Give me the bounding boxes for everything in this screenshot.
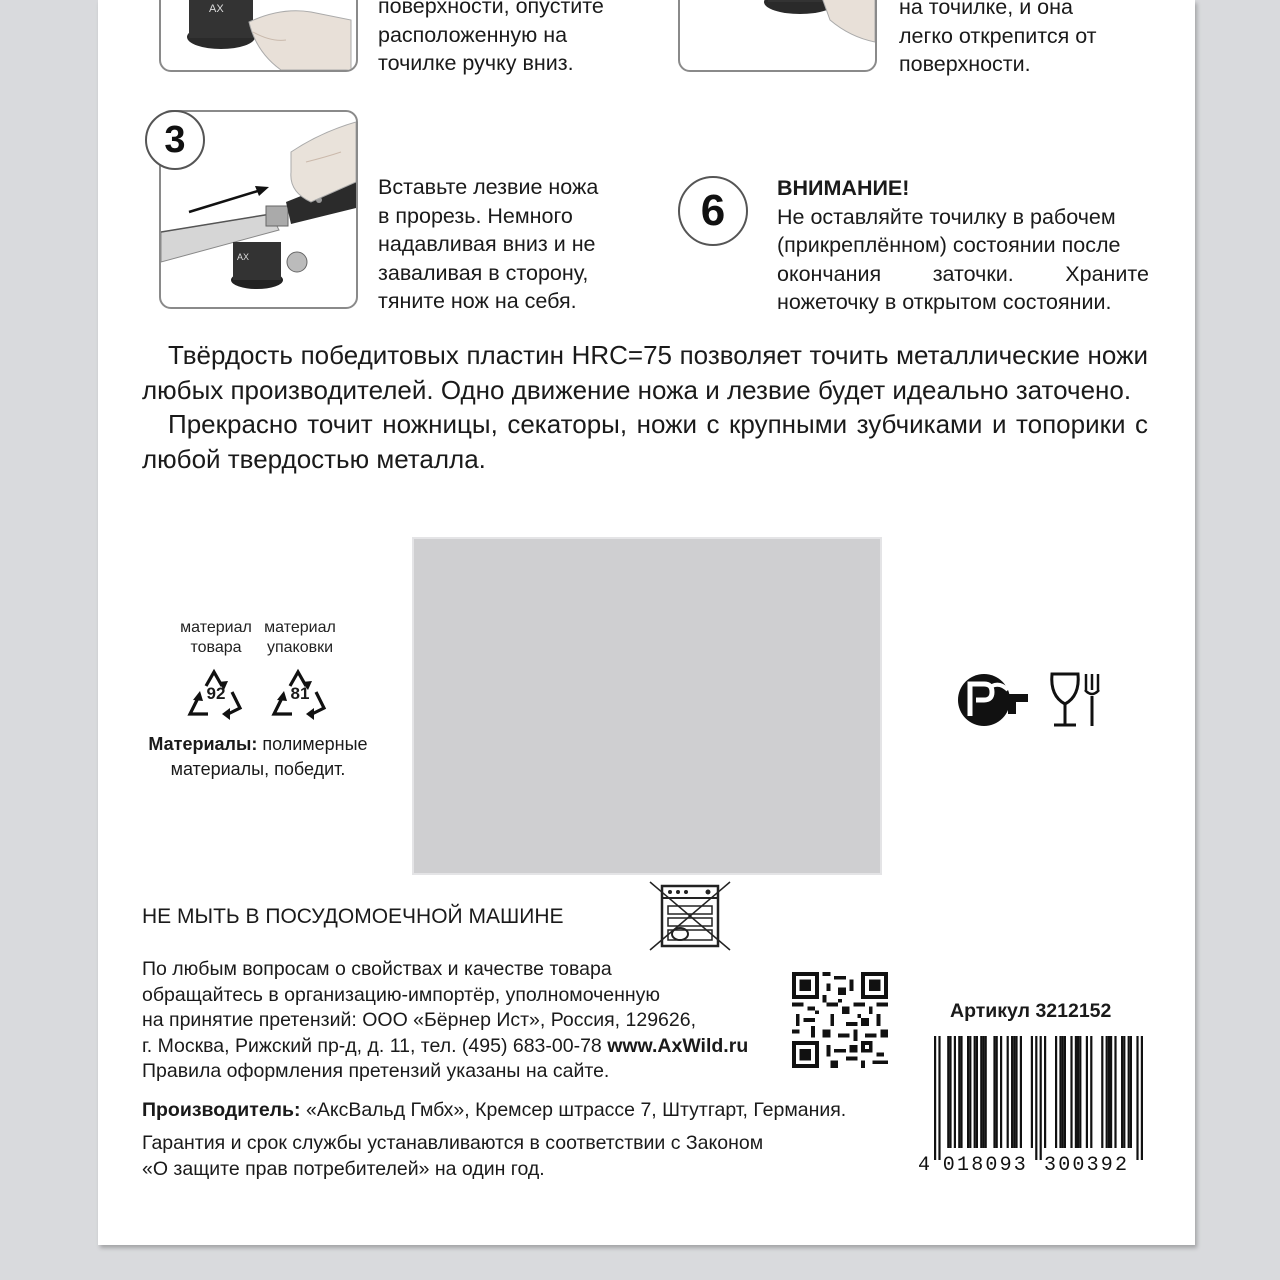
barcode-bar	[967, 1036, 969, 1148]
sharpener-photo	[161, 0, 356, 70]
barcode-bar	[1106, 1036, 1108, 1148]
barcode-bar	[960, 1036, 962, 1148]
website-link[interactable]: www.AxWild.ru	[607, 1034, 749, 1057]
barcode-bar	[1128, 1036, 1130, 1148]
manufacturer-info: Производитель: «АксВальд Гмбх», Кремсер штрассе 7, Штутгарт, Германия.	[142, 1099, 847, 1121]
step2-text: поверхности, опустите расположенную на точилке ручку вниз.	[378, 0, 604, 75]
description-paragraph-2: Прекрасно точит ножницы, секаторы, ножи с крупными зубчиками и топорики с любой твердостью металла.	[142, 409, 1148, 474]
barcode-bar	[1121, 1036, 1123, 1148]
barcode-bar	[1020, 1036, 1022, 1148]
barcode	[918, 1036, 1154, 1179]
barcode-bar	[1015, 1036, 1017, 1148]
recycle-icon-92	[184, 666, 248, 722]
barcode-bar	[1123, 1036, 1125, 1148]
importer-contact-info: По любым вопросам о свойствах и качестве товара обращайтесь в организацию-импортёр, уполномоченную на принятие претензий: ООО «Бёрнер Ист», Россия, 129626, г. Москва, Рижский пр-д, д. 11, тел. (495) 683-00-78 www.AxWild.ru Правила оформления претензий указаны на сайте.	[142, 958, 749, 1082]
barcode-bar	[976, 1036, 978, 1148]
description-paragraph-1: Твёрдость победитовых пластин HRC=75 позволяет точить металлические ножи любых производителей. Одно движение ножа и лезвие будет идеально заточено.	[142, 340, 1148, 405]
barcode-bar	[1090, 1036, 1092, 1148]
barcode-digits-right: 300392	[1044, 1154, 1130, 1174]
product-window	[412, 537, 882, 875]
step3-text: Вставьте лезвие ножа в прорезь. Немного надавливая вниз и не заваливая в сторону, тяните нож на себя.	[378, 175, 599, 313]
package-recycle-code: 81	[290, 684, 310, 703]
barcode-bar	[1101, 1036, 1103, 1148]
barcode-bar	[1035, 1036, 1037, 1160]
barcode-bar	[1108, 1036, 1110, 1148]
barcode-bar	[938, 1036, 940, 1160]
barcode-bar	[1062, 1036, 1064, 1148]
package-material-label: материал упаковки	[264, 619, 336, 656]
dishwasher-warning: НЕ МЫТЬ В ПОСУДОМОЕЧНОЙ МАШИНЕ	[142, 905, 564, 928]
step2-photo-frame	[159, 0, 358, 72]
barcode-bar	[1077, 1036, 1079, 1148]
step5-text: на точилке, и она легко открепится от поверхности.	[899, 0, 1097, 76]
svg-text:AX: AX	[209, 3, 224, 15]
instruction-card	[98, 0, 1195, 1245]
barcode-bar	[949, 1036, 951, 1148]
product-description	[142, 338, 1148, 476]
barcode-bar	[1000, 1036, 1002, 1148]
barcode-bar	[985, 1036, 987, 1148]
step3-number-badge: 3	[145, 110, 205, 170]
barcode-bar	[1070, 1036, 1072, 1148]
barcode-bar	[996, 1036, 998, 1148]
svg-text:AX: AX	[237, 252, 250, 262]
barcode-bar	[1136, 1036, 1138, 1160]
materials-info: Материалы: полимерные материалы, победит.	[148, 734, 368, 779]
barcode-bar	[980, 1036, 982, 1148]
barcode-bar	[1059, 1036, 1061, 1148]
product-material-label: материал товара	[180, 619, 252, 656]
warranty-info: Гарантия и срок службы устанавливаются в соответствии с Законом «О защите прав потребителей» на один год.	[142, 1132, 764, 1180]
qr-code[interactable]	[792, 972, 888, 1073]
barcode-bar	[1031, 1036, 1033, 1148]
barcode-bar	[1011, 1036, 1013, 1148]
barcode-bar	[1141, 1036, 1143, 1160]
barcode-bar	[958, 1036, 960, 1148]
step5-photo-frame	[678, 0, 877, 72]
barcode-bar	[1055, 1036, 1057, 1148]
barcode-bar	[947, 1036, 949, 1148]
no-dishwasher-icon	[648, 880, 732, 957]
sharpener-photo	[680, 0, 875, 70]
barcode-bar	[1079, 1036, 1081, 1148]
barcode-bar	[1013, 1036, 1015, 1148]
barcode-bar	[1040, 1036, 1042, 1160]
barcode-bar	[1064, 1036, 1066, 1148]
barcode-bar	[1114, 1036, 1116, 1148]
article-number: Артикул 3212152	[950, 1000, 1112, 1022]
recycle-icon-81	[268, 666, 332, 722]
rst-certification-icon	[956, 672, 1032, 733]
product-recycle-code: 92	[206, 684, 226, 703]
step6-number-badge: 6	[678, 176, 748, 246]
barcode-bar	[974, 1036, 976, 1148]
barcode-bar	[1130, 1036, 1132, 1148]
barcode-digits-left: 018093	[942, 1154, 1029, 1174]
barcode-bar	[993, 1036, 995, 1148]
barcode-bar	[982, 1036, 984, 1148]
barcode-bar	[1086, 1036, 1088, 1148]
barcode-bar	[934, 1036, 936, 1160]
barcode-bar	[1007, 1036, 1009, 1148]
barcode-bar	[969, 1036, 971, 1148]
barcode-bar	[1075, 1036, 1077, 1148]
barcode-digit-first: 4	[918, 1154, 933, 1174]
barcode-bar	[1044, 1036, 1046, 1148]
barcode-bar	[1110, 1036, 1112, 1148]
step6-text: ВНИМАНИЕ! Не оставляйте точилку в рабочем (прикреплённом) состоянии после окончания заточки. Храните ножеточку в открытом состоянии.	[777, 176, 1149, 314]
barcode-bar	[954, 1036, 956, 1148]
food-safe-icon	[1048, 670, 1104, 735]
